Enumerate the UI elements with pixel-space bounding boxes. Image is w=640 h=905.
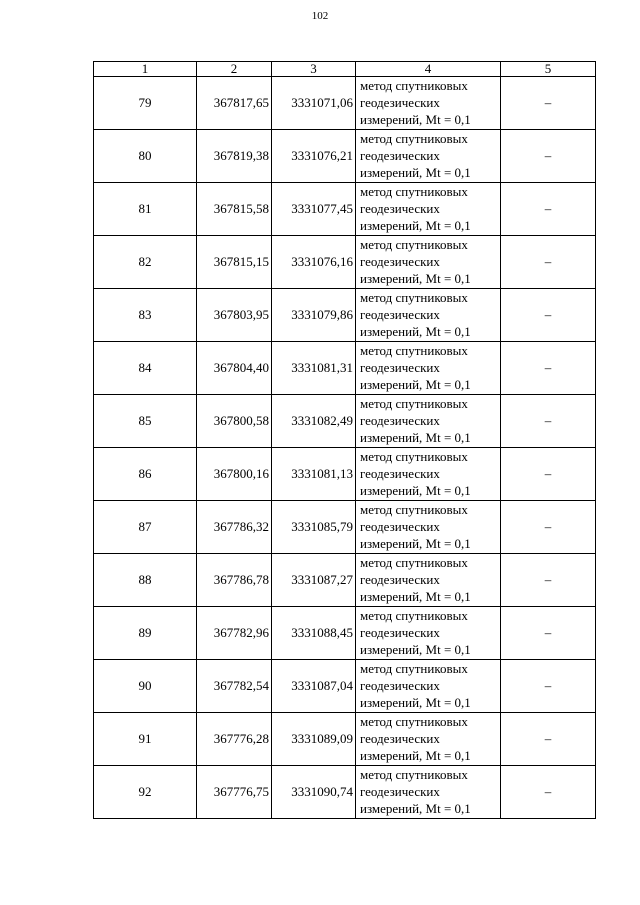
y-coordinate-cell: 3331076,16 xyxy=(272,236,356,289)
point-number-cell: 83 xyxy=(94,289,197,342)
note-cell: – xyxy=(501,289,596,342)
y-coordinate-cell: 3331085,79 xyxy=(272,501,356,554)
y-coordinate-cell: 3331089,09 xyxy=(272,713,356,766)
table-header-row xyxy=(94,62,596,77)
x-coordinate-cell: 367800,58 xyxy=(197,395,272,448)
point-number-cell: 88 xyxy=(94,554,197,607)
table-row xyxy=(94,713,596,766)
table-row xyxy=(94,501,596,554)
method-line: метод спутниковых xyxy=(360,184,468,199)
note-cell: – xyxy=(501,395,596,448)
method-cell xyxy=(356,130,501,183)
method-line: измерений, Mt = 0,1 xyxy=(360,642,471,657)
table-row xyxy=(94,130,596,183)
method-cell xyxy=(356,342,501,395)
note-cell: – xyxy=(501,607,596,660)
point-number-cell: 81 xyxy=(94,183,197,236)
method-line: метод спутниковых xyxy=(360,608,468,623)
page-number: 102 xyxy=(311,10,329,22)
method-line: измерений, Mt = 0,1 xyxy=(360,271,471,286)
point-number-cell: 91 xyxy=(94,713,197,766)
x-coordinate-cell: 367782,96 xyxy=(197,607,272,660)
x-coordinate-cell: 367804,40 xyxy=(197,342,272,395)
note-cell: – xyxy=(501,183,596,236)
table-body xyxy=(94,77,596,819)
method-line: измерений, Mt = 0,1 xyxy=(360,377,471,392)
method-line: метод спутниковых xyxy=(360,502,468,517)
method-line: геодезических xyxy=(360,678,440,693)
table-row xyxy=(94,448,596,501)
point-number-cell: 89 xyxy=(94,607,197,660)
method-cell xyxy=(356,554,501,607)
table-row xyxy=(94,395,596,448)
y-coordinate-cell: 3331088,45 xyxy=(272,607,356,660)
column-header: 5 xyxy=(501,62,596,77)
method-line: метод спутниковых xyxy=(360,396,468,411)
x-coordinate-cell: 367776,75 xyxy=(197,766,272,819)
point-number-cell: 80 xyxy=(94,130,197,183)
column-header: 2 xyxy=(197,62,272,77)
coordinates-table xyxy=(93,61,596,819)
method-cell xyxy=(356,448,501,501)
x-coordinate-cell: 367782,54 xyxy=(197,660,272,713)
method-cell xyxy=(356,607,501,660)
x-coordinate-cell: 367803,95 xyxy=(197,289,272,342)
method-line: метод спутниковых xyxy=(360,290,468,305)
method-line: измерений, Mt = 0,1 xyxy=(360,483,471,498)
x-coordinate-cell: 367815,15 xyxy=(197,236,272,289)
method-line: метод спутниковых xyxy=(360,661,468,676)
table-row xyxy=(94,660,596,713)
method-line: измерений, Mt = 0,1 xyxy=(360,589,471,604)
y-coordinate-cell: 3331076,21 xyxy=(272,130,356,183)
table-row xyxy=(94,607,596,660)
method-line: измерений, Mt = 0,1 xyxy=(360,165,471,180)
note-cell: – xyxy=(501,236,596,289)
table-row xyxy=(94,77,596,130)
x-coordinate-cell: 367815,58 xyxy=(197,183,272,236)
y-coordinate-cell: 3331087,04 xyxy=(272,660,356,713)
note-cell: – xyxy=(501,130,596,183)
point-number-cell: 86 xyxy=(94,448,197,501)
method-line: геодезических xyxy=(360,307,440,322)
method-line: измерений, Mt = 0,1 xyxy=(360,218,471,233)
method-line: измерений, Mt = 0,1 xyxy=(360,801,471,816)
method-cell xyxy=(356,395,501,448)
method-cell xyxy=(356,713,501,766)
x-coordinate-cell: 367819,38 xyxy=(197,130,272,183)
method-line: метод спутниковых xyxy=(360,767,468,782)
table-row xyxy=(94,554,596,607)
point-number-cell: 87 xyxy=(94,501,197,554)
y-coordinate-cell: 3331082,49 xyxy=(272,395,356,448)
x-coordinate-cell: 367786,32 xyxy=(197,501,272,554)
y-coordinate-cell: 3331087,27 xyxy=(272,554,356,607)
y-coordinate-cell: 3331079,86 xyxy=(272,289,356,342)
method-line: метод спутниковых xyxy=(360,131,468,146)
point-number-cell: 92 xyxy=(94,766,197,819)
method-line: геодезических xyxy=(360,731,440,746)
method-line: геодезических xyxy=(360,466,440,481)
method-line: геодезических xyxy=(360,201,440,216)
point-number-cell: 85 xyxy=(94,395,197,448)
table-row xyxy=(94,183,596,236)
method-line: метод спутниковых xyxy=(360,343,468,358)
method-cell xyxy=(356,501,501,554)
method-line: измерений, Mt = 0,1 xyxy=(360,695,471,710)
method-cell xyxy=(356,183,501,236)
method-line: геодезических xyxy=(360,95,440,110)
method-line: геодезических xyxy=(360,413,440,428)
table-row xyxy=(94,289,596,342)
method-line: геодезических xyxy=(360,784,440,799)
point-number-cell: 90 xyxy=(94,660,197,713)
x-coordinate-cell: 367817,65 xyxy=(197,77,272,130)
method-cell xyxy=(356,766,501,819)
note-cell: – xyxy=(501,77,596,130)
x-coordinate-cell: 367786,78 xyxy=(197,554,272,607)
x-coordinate-cell: 367800,16 xyxy=(197,448,272,501)
method-line: геодезических xyxy=(360,572,440,587)
note-cell: – xyxy=(501,660,596,713)
method-cell xyxy=(356,289,501,342)
table-row xyxy=(94,342,596,395)
x-coordinate-cell: 367776,28 xyxy=(197,713,272,766)
y-coordinate-cell: 3331071,06 xyxy=(272,77,356,130)
column-header: 4 xyxy=(356,62,501,77)
method-line: метод спутниковых xyxy=(360,237,468,252)
note-cell: – xyxy=(501,554,596,607)
method-line: измерений, Mt = 0,1 xyxy=(360,112,471,127)
note-cell: – xyxy=(501,342,596,395)
method-line: геодезических xyxy=(360,148,440,163)
column-header: 3 xyxy=(272,62,356,77)
method-cell xyxy=(356,660,501,713)
method-line: метод спутниковых xyxy=(360,714,468,729)
note-cell: – xyxy=(501,448,596,501)
method-cell xyxy=(356,77,501,130)
note-cell: – xyxy=(501,501,596,554)
method-line: измерений, Mt = 0,1 xyxy=(360,536,471,551)
note-cell: – xyxy=(501,713,596,766)
method-line: геодезических xyxy=(360,625,440,640)
method-line: геодезических xyxy=(360,254,440,269)
y-coordinate-cell: 3331090,74 xyxy=(272,766,356,819)
point-number-cell: 79 xyxy=(94,77,197,130)
method-line: измерений, Mt = 0,1 xyxy=(360,324,471,339)
method-line: геодезических xyxy=(360,519,440,534)
y-coordinate-cell: 3331077,45 xyxy=(272,183,356,236)
note-cell: – xyxy=(501,766,596,819)
table-row xyxy=(94,236,596,289)
point-number-cell: 82 xyxy=(94,236,197,289)
table-row xyxy=(94,766,596,819)
method-line: метод спутниковых xyxy=(360,78,468,93)
point-number-cell: 84 xyxy=(94,342,197,395)
method-line: метод спутниковых xyxy=(360,555,468,570)
method-line: измерений, Mt = 0,1 xyxy=(360,430,471,445)
method-line: геодезических xyxy=(360,360,440,375)
column-header: 1 xyxy=(94,62,197,77)
method-line: метод спутниковых xyxy=(360,449,468,464)
method-cell xyxy=(356,236,501,289)
y-coordinate-cell: 3331081,31 xyxy=(272,342,356,395)
y-coordinate-cell: 3331081,13 xyxy=(272,448,356,501)
method-line: измерений, Mt = 0,1 xyxy=(360,748,471,763)
